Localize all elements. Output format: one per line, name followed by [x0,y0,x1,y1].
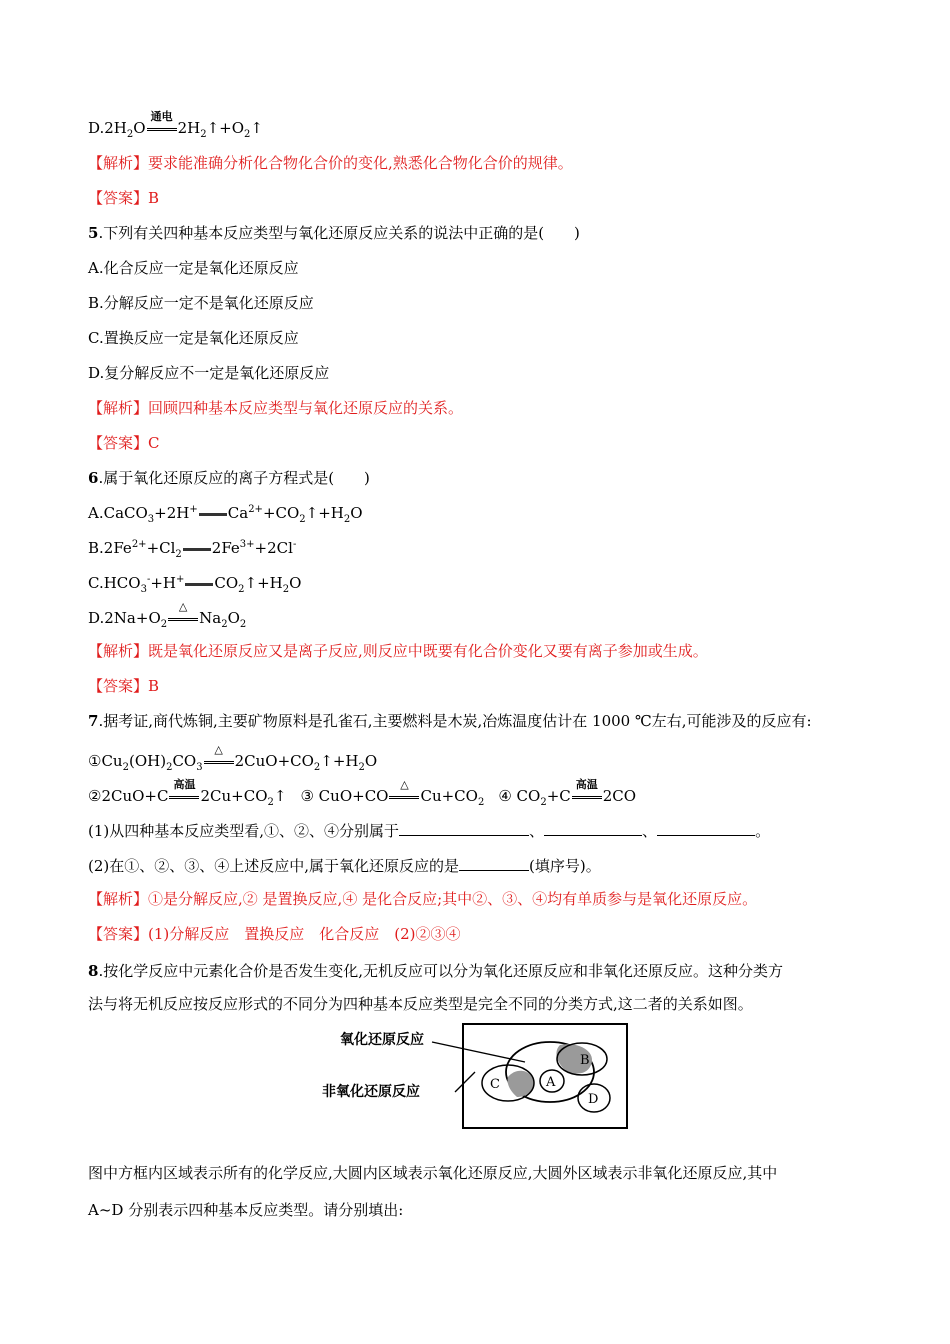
q7-reactions-2-4 [88,778,637,808]
q8-description-line-1: 图中方框内区域表示所有的化学反应,大圆内区域表示氧化还原反应,大圆外区域表示非氧化还原反应,其中 [88,1164,778,1182]
q5-analysis: 【解析】回顾四种基本反应类型与氧化还原反应的关系。 [88,399,464,417]
blank-1[interactable] [399,821,529,836]
pointer-redox [432,1042,525,1062]
q7-reaction-4: ④ $CO_2+C$ 高温 2CO [498,778,637,808]
label-b: B [580,1053,590,1068]
q5-option-d: D.复分解反应不一定是氧化还原反应 [88,364,330,382]
blank-2[interactable] [544,821,642,836]
q8-description-line-2: A~D 分别表示四种基本反应类型。请分别填出: [88,1201,404,1219]
q6-option-b: $B.2Fe^{2+}+Cl_2$ $2Fe^{3+}+2Cl^-$ [88,539,297,560]
q4-option-d: $D.2H_2O$ 通电 $2H_2↑+O_2↑$ [88,110,263,140]
label-a: A [546,1075,556,1090]
q5-stem: 5.下列有关四种基本反应类型与氧化还原反应关系的说法中正确的是( ) [88,224,580,242]
blank-4[interactable] [459,856,529,871]
q7-analysis: 【解析】①是分解反应,② 是置换反应,④ 是化合反应;其中②、③、④均有单质参与是氧化还原反应。 [88,890,758,908]
q4-analysis: 【解析】要求能准确分析化合物化合价的变化,熟悉化合物化合价的规律。 [88,154,573,172]
q5-option-c: C.置换反应一定是氧化还原反应 [88,329,299,347]
q5-answer: 【答案】C [88,434,160,452]
q7-reaction-2: ②2CuO+C 高温 $2Cu+CO_2↑$ [88,778,287,808]
q8-stem-line-1: 8.按化学反应中元素化合价是否发生变化,无机反应可以分为氧化还原反应和非氧化还原反应。这种分类方 [88,962,783,980]
q6-stem: 6.属于氧化还原反应的离子方程式是( ) [88,469,370,487]
label-c: C [490,1077,500,1092]
q6-option-a: A.CaCO$_3$+2H+ $Ca^{2+}+CO_2↑+H_2O$ [88,504,363,525]
q5-option-b: B.分解反应一定不是氧化还原反应 [88,294,314,312]
label-d: D [588,1092,599,1107]
q8-stem-line-2: 法与将无机反应按反应形式的不同分为四种基本反应类型是完全不同的分类方式,这二者的关系如图。 [88,995,753,1013]
q4-answer: 【答案】B [88,189,160,207]
venn-diagram [320,1022,630,1132]
q7-sub-question-2: (2)在①、②、③、④上述反应中,属于氧化还原反应的是 (填序号)。 [88,857,601,875]
q7-answer: 【答案】(1)分解反应 置换反应 化合反应 (2)②③④ [88,925,461,943]
q6-option-d: $D.2Na+O_2$ △ $Na_2O_2$ [88,600,247,630]
q7-sub-question-1: (1)从四种基本反应类型看,①、②、④分别属于 、 、 。 [88,822,771,840]
q7-reaction-3: ③ CuO+CO △ $Cu+CO_2$ [300,778,485,808]
label-redox: 氧化还原反应 [340,1032,424,1048]
q6-option-c: $C.HCO_3^-+H^+$ $CO_2↑+H_2O$ [88,574,302,595]
q6-answer: 【答案】B [88,677,160,695]
label-nonredox: 非氧化还原反应 [322,1084,420,1100]
q7-stem: 7.据考证,商代炼铜,主要矿物原料是孔雀石,主要燃料是木炭,冶炼温度估计在 1000 ℃左右,可能涉及的反应有: [88,712,812,730]
pointer-nonredox [455,1072,475,1092]
q7-reaction-1: $①Cu_2(OH)_2CO_3$ △ $2CuO+CO_2↑+H_2O$ [88,743,378,773]
q6-analysis: 【解析】既是氧化还原反应又是离子反应,则反应中既要有化合价变化又要有离子参加或生成。 [88,642,708,660]
q5-option-a: A.化合反应一定是氧化还原反应 [88,259,299,277]
blank-3[interactable] [657,821,755,836]
all-reactions-box [463,1024,627,1128]
